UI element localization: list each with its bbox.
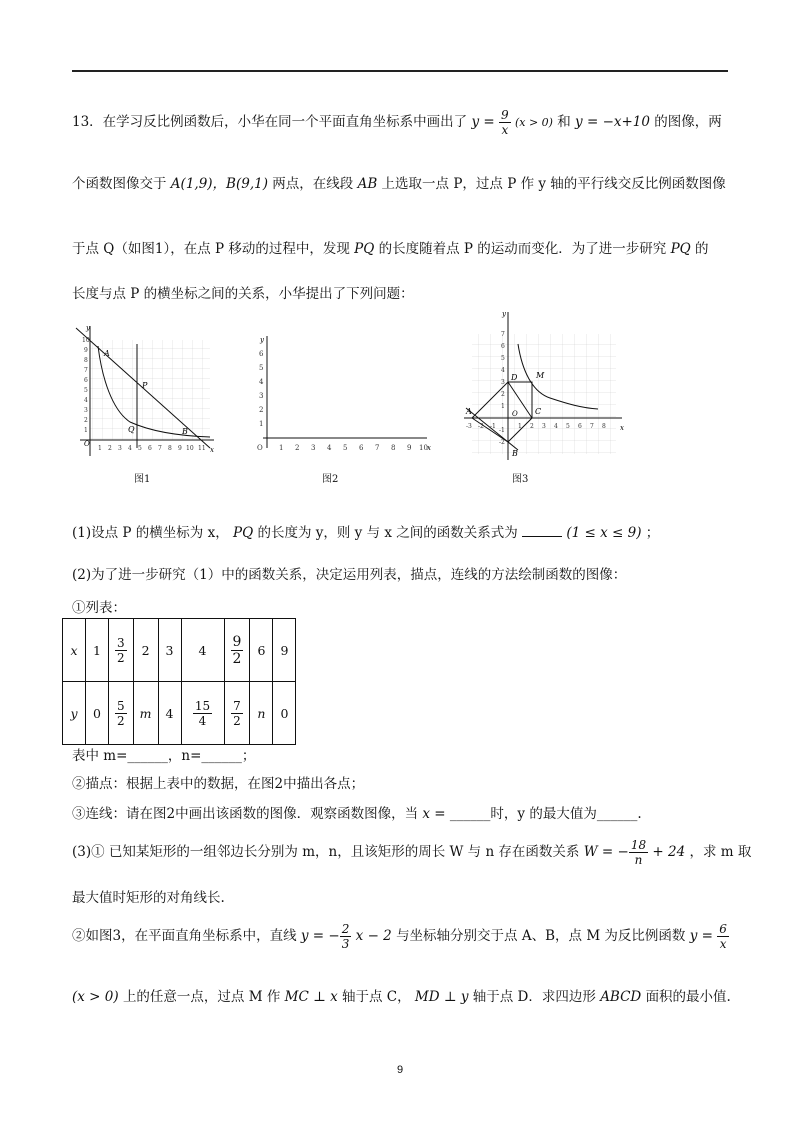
q1-text: 的长度为 y，则 y 与 x 之间的函数关系式为 (257, 525, 518, 541)
q3-text: 轴于点 D．求四边形 (472, 989, 596, 1005)
table-row-x (63, 619, 296, 682)
formula-line: y = − $\frac{2}{3}$ x − 2 (300, 922, 392, 951)
label-c: C (535, 407, 542, 416)
q3-text: 面积的最小值. (645, 989, 731, 1005)
condition-x-positive: (x > 0) (72, 989, 119, 1005)
figure-1 (62, 318, 220, 460)
table-cell: m (133, 682, 158, 745)
fig3-ticks: -3 -2 -1 1 2 3 4 5 6 7 8 1234567 -1 -2 (466, 331, 606, 446)
answer-blank (522, 536, 562, 537)
problem-line-2 (72, 172, 726, 192)
table-row-y (63, 682, 296, 745)
y-label: y (86, 324, 90, 332)
question-3-line-3 (72, 922, 729, 951)
q3-text: 上的任意一点，过点 M 作 (122, 989, 281, 1005)
problem-text: 两点，在线段 (272, 176, 354, 192)
fig2-x-ticks: O 1 2 3 4 5 6 7 8 9 10 (257, 444, 428, 452)
q3-text: 轴于点 C， (341, 989, 411, 1005)
question-1 (72, 521, 659, 541)
q3-text: ，求 m 取 (689, 844, 752, 860)
label-o: O (84, 440, 90, 448)
problem-text: 的 (695, 241, 709, 257)
label-a: A (104, 349, 110, 358)
problem-text: 于点 Q（如图1），在点 P 移动的过程中，发现 (72, 241, 350, 257)
mc-perp-x: MC ⊥ x (284, 989, 338, 1005)
figure-2 (245, 330, 435, 462)
segment-pq: PQ (354, 241, 375, 257)
fill-blanks-mn: 表中 m=______，n=______； (72, 748, 256, 764)
page-number: 9 (396, 1064, 404, 1076)
label-b: B (512, 449, 518, 458)
caption-figure-2: 图2 (322, 474, 339, 485)
table-cell: 6 (250, 619, 273, 682)
label-o: O (512, 410, 518, 418)
step-1-label: ①列表： (72, 600, 126, 616)
formula-inverse: y = $\frac{9}{x}$ (x > 0) (471, 108, 553, 137)
table-cell: $\frac{7}{2}$ (224, 682, 250, 745)
problem-text: 上选取一点 P，过点 P 作 y 轴的平行线交反比例函数图像 (381, 176, 726, 192)
label-q: Q (128, 425, 135, 434)
table-cell: 1 (86, 619, 109, 682)
problem-line-4: 长度与点 P 的横坐标之间的关系，小华提出了下列问题： (72, 286, 414, 302)
figure-3 (454, 308, 629, 468)
table-cell: $\frac{5}{2}$ (109, 682, 134, 745)
label-m: M (536, 371, 545, 380)
label-b: B (182, 427, 188, 436)
md-perp-y: MD ⊥ y (414, 989, 469, 1005)
value-table (62, 618, 296, 745)
q3-text: 与坐标轴分别交于点 A、B，点 M 为反比例函数 (396, 928, 686, 944)
caption-figure-3: 图3 (512, 474, 529, 485)
question-2-intro: (2)为了进一步研究（1）中的函数关系，决定运用列表，描点，连线的方法绘制函数的图像： (72, 567, 627, 583)
table-cell: n (250, 682, 273, 745)
table-cell: 2 (133, 619, 158, 682)
formula-inverse-6: y = $\frac{6}{x}$ (689, 922, 727, 951)
segment-ab: AB (357, 176, 378, 192)
label-d: D (511, 373, 518, 382)
x-label: x (620, 424, 624, 432)
x-equals: x = (422, 806, 446, 822)
table-cell: $\frac{9}{2}$ (224, 619, 250, 682)
table-cell: 4 (181, 619, 224, 682)
y-label: y (502, 310, 506, 318)
table-cell: x (63, 619, 86, 682)
label-a: A (466, 407, 472, 416)
step-3-text: ______时，y 的最大值为______. (449, 806, 642, 822)
fig2-y-ticks: 123456 (259, 350, 264, 428)
problem-text: 13．在学习反比例函数后，小华在同一个平面直角坐标系中画出了 (72, 114, 468, 130)
domain-range: (1 ≤ x ≤ 9) (566, 525, 642, 541)
caption-figure-1: 图1 (134, 474, 151, 485)
problem-line-1 (72, 108, 722, 137)
step-3 (72, 802, 642, 822)
step-2: ②描点：根据上表中的数据，在图2中描出各点； (72, 776, 365, 792)
table-cell: $\frac{3}{2}$ (109, 619, 134, 682)
quad-abcd: ABCD (600, 989, 642, 1005)
table-cell: 0 (273, 682, 296, 745)
segment-pq: PQ (670, 241, 691, 257)
table-cell: y (63, 682, 86, 745)
problem-text: 的长度随着点 P 的运动而变化．为了进一步研究 (378, 241, 667, 257)
table-cell: 0 (86, 682, 109, 745)
q1-text: (1)设点 P 的横坐标为 x， (72, 525, 229, 541)
x-label: x (427, 444, 431, 452)
formula-w: W = − $\frac{18}{n}$ + 24 (583, 838, 686, 867)
fig1-ticks: 1 2 3 4 5 6 7 8 9 10 11 12345678910 (82, 337, 206, 452)
question-3-line-2: 最大值时矩形的对角线长. (72, 890, 225, 906)
label-p: P (142, 381, 148, 390)
problem-text: 和 (557, 114, 571, 130)
points-ab: A(1,9)，B(9,1) (170, 176, 268, 192)
grid (472, 334, 616, 454)
header-rule (72, 70, 728, 72)
y-label: y (260, 336, 264, 344)
table-cell: 3 (158, 619, 181, 682)
table-cell: 4 (158, 682, 181, 745)
question-3-line-4 (72, 985, 731, 1005)
table-cell: $\frac{15}{4}$ (181, 682, 224, 745)
question-3-line-1 (72, 838, 751, 867)
q3-text: (3)① 已知某矩形的一组邻边长分别为 m，n，且该矩形的周长 W 与 n 存在函数关系 (72, 844, 580, 860)
formula-linear: y = −x+10 (575, 114, 650, 130)
table-cell: 9 (273, 619, 296, 682)
segment-pq: PQ (233, 525, 254, 541)
problem-text: 的图像，两 (654, 114, 722, 130)
x-label: x (210, 446, 214, 454)
q1-text: ； (645, 525, 660, 541)
problem-text: 个函数图像交于 (72, 176, 167, 192)
step-3-text: ③连线：请在图2中画出该函数的图像．观察函数图像，当 (72, 806, 419, 822)
problem-line-3 (72, 237, 709, 257)
q3-text: ②如图3，在平面直角坐标系中，直线 (72, 928, 297, 944)
